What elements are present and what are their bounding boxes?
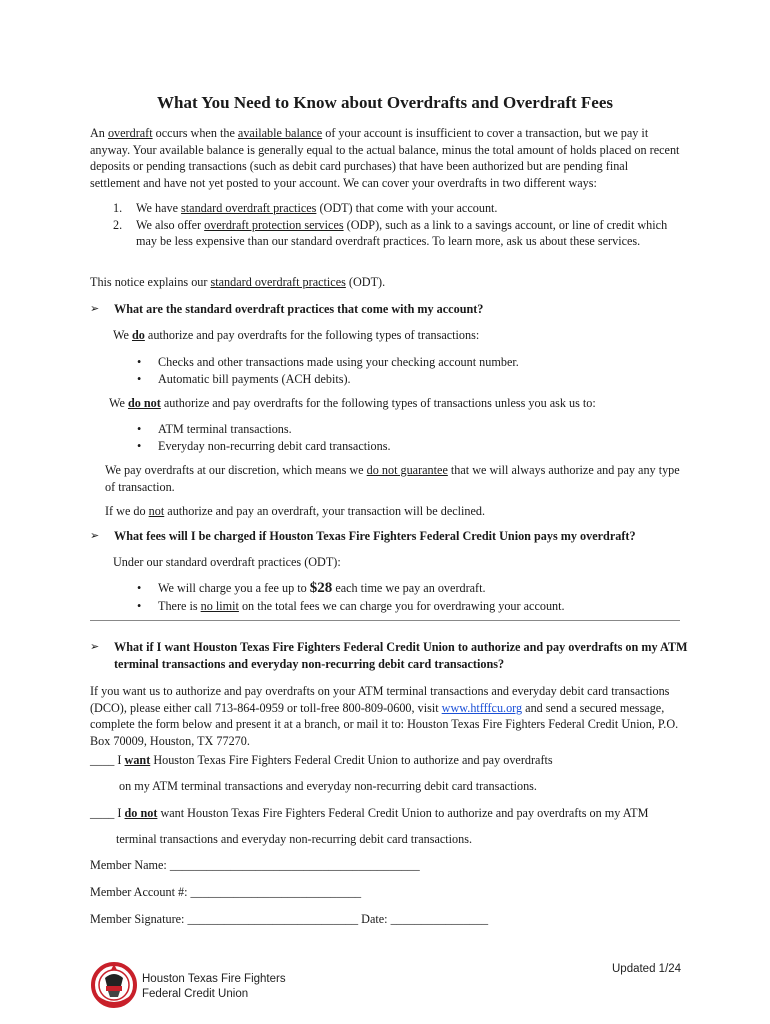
bullet-icon: •	[137, 422, 142, 436]
arrow-bullet-icon: ➢	[90, 529, 100, 542]
do-authorize-bullets	[137, 354, 677, 387]
opt-in-want-line: ____ I want Houston Texas Fire Fighters Federal Credit Union to authorize and pay overdrafts	[90, 753, 553, 767]
available-balance-term: available balance	[237, 126, 323, 140]
page-title: What You Need to Know about Overdrafts and Overdraft Fees	[157, 93, 613, 112]
arrow-bullet-icon: ➢	[90, 302, 100, 315]
member-signature-field[interactable]: Member Signature: ____________________________ Date: ________________	[90, 912, 489, 926]
section-heading-opt-in: ➢ What if I want Houston Texas Fire Fighters Federal Credit Union to authorize and pay overdrafts on my ATM terminal transactions and everyday non-recurring debit card transactions?	[90, 640, 688, 671]
overdraft-term: overdraft	[107, 126, 153, 140]
website-link[interactable]: www.htfffcu.org	[441, 700, 523, 715]
bullet-icon: •	[137, 581, 142, 595]
list-item: 1. We have standard overdraft practices (ODT) that come with your account.	[113, 201, 498, 215]
fire-badge-icon	[90, 956, 138, 1014]
do-authorize-line: We do authorize and pay overdrafts for the following types of transactions:	[113, 328, 480, 342]
fee-amount: $28	[309, 580, 333, 596]
overdraft-ways-list	[113, 200, 673, 250]
list-item: • We will charge you a fee up to $28 each time we pay an overdraft.	[137, 580, 486, 596]
want-checkbox-blank[interactable]: ____ I	[90, 753, 125, 767]
updated-date: Updated 1/24	[612, 963, 682, 975]
opt-in-do-not-line: ____ I do not want Houston Texas Fire Fighters Federal Credit Union to authorize and pay overdrafts on my ATM	[90, 806, 649, 820]
do-not-authorize-bullets	[137, 421, 677, 454]
list-item: • Automatic bill payments (ACH debits).	[137, 371, 351, 386]
member-name-field[interactable]: Member Name: _________________________________________	[90, 858, 420, 872]
list-item: • Checks and other transactions made using your checking account number.	[137, 355, 519, 369]
opt-in-do-not-line-cont: terminal transactions and everyday non-recurring debit card transactions.	[116, 832, 473, 846]
contact-paragraph: If you want us to authorize and pay overdrafts on your ATM terminal transactions and everyday debit card transactions (DCO), please either call 713-864-0959 or toll-free 800-809-0600, visit www.htfffcu.org and send a secured message, complete the form below and present it at a branch, or mail it to: Houston Texas Fire Fighters Federal Credit Union, P.O. Box 70009, Houston, TX 77270.	[90, 684, 679, 748]
bullet-icon: •	[137, 371, 142, 386]
logo-text: Houston Texas Fire Fighters Federal Credit Union	[142, 973, 286, 1000]
section-heading-standard-practices: ➢ What are the standard overdraft practices that come with my account?	[90, 302, 484, 316]
section-heading-fees: ➢ What fees will I be charged if Houston Texas Fire Fighters Federal Credit Union pays my overdraft?	[90, 529, 636, 543]
list-item: 2. We also offer overdraft protection services (ODP), such as a link to a savings account, or line of credit which may be less expensive than our standard overdraft practices. To learn more, ask us about these services.	[113, 217, 668, 248]
do-not-checkbox-blank[interactable]: ____ I	[90, 806, 125, 820]
list-item: • Everyday non-recurring debit card transactions.	[137, 438, 391, 453]
list-item: • ATM terminal transactions.	[137, 422, 292, 436]
credit-union-logo	[90, 956, 290, 1014]
member-account-field[interactable]: Member Account #: ____________________________	[90, 885, 362, 899]
fee-bullets	[137, 580, 677, 614]
opt-in-want-line-cont: on my ATM terminal transactions and everyday non-recurring debit card transactions.	[119, 779, 537, 793]
intro-paragraph: An overdraft occurs when the available balance of your account is insufficient to cover a transaction, but we pay it anyway. Your available balance is generally equal to the actual balance, minus the total amount of holds placed on recent deposits or pending transactions (such as debit card purchases) that have been authorized but are pending final settlement and have not yet posted to your account. We can cover your overdrafts in two different ways:	[90, 126, 680, 190]
discretion-paragraph: We pay overdrafts at our discretion, which means we do not guarantee that we will always authorize and pay any type of transaction.	[105, 463, 680, 494]
bullet-icon: •	[137, 438, 142, 453]
arrow-bullet-icon: ➢	[90, 640, 100, 653]
bullet-icon: •	[137, 598, 142, 613]
section-divider	[90, 620, 680, 621]
do-not-authorize-line: We do not authorize and pay overdrafts for the following types of transactions unless you ask us to:	[109, 396, 596, 410]
declined-line: If we do not authorize and pay an overdraft, your transaction will be declined.	[105, 504, 486, 518]
notice-line: This notice explains our standard overdraft practices (ODT).	[90, 275, 386, 289]
bullet-icon: •	[137, 355, 142, 369]
under-practices-line: Under our standard overdraft practices (ODT):	[113, 555, 341, 569]
list-item: • There is no limit on the total fees we can charge you for overdrawing your account.	[137, 598, 565, 613]
